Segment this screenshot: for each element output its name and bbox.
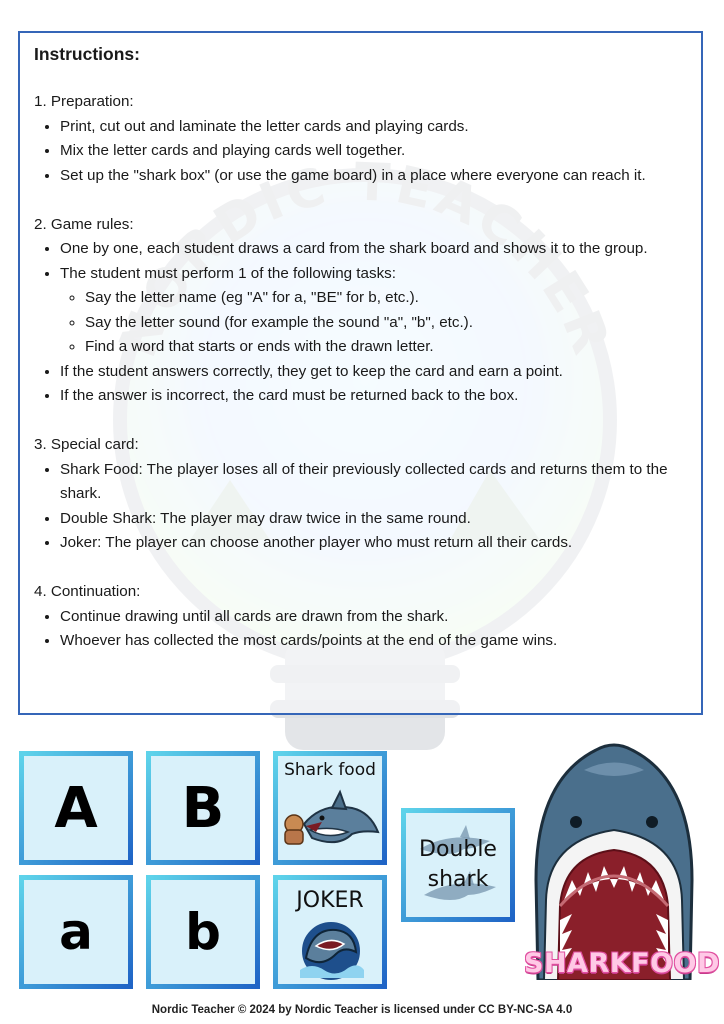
shark-food-card xyxy=(273,751,387,865)
list-item: • Joker: The player can choose another player who must return all their cards. xyxy=(60,531,687,556)
double-shark-card xyxy=(401,808,515,922)
letter-card-lower-b xyxy=(146,875,260,989)
shark-wave-icon xyxy=(292,918,370,984)
sub-list-item: ◦ Say the letter name (eg "A" for a, "BE" for b, etc.). xyxy=(85,286,687,311)
double-shark-label xyxy=(419,835,497,895)
section-heading-game-rules: 2. Game rules: xyxy=(34,215,134,233)
list-item: • Print, cut out and laminate the letter cards and playing cards. xyxy=(60,115,687,140)
card-letter: B xyxy=(181,775,225,841)
list-item: • One by one, each student draws a card from the shark board and shows it to the group. xyxy=(60,237,687,262)
letter-card-upper-a xyxy=(19,751,133,865)
card-label: Shark food xyxy=(284,760,376,780)
letter-card-lower-a xyxy=(19,875,133,989)
special-card-list xyxy=(34,458,687,556)
list-item: • Whoever has collected the most cards/points at the end of the game wins. xyxy=(60,629,687,654)
card-letter: A xyxy=(54,775,98,841)
list-item xyxy=(60,262,687,360)
list-item: • If the answer is incorrect, the card must be returned back to the box. xyxy=(60,384,687,409)
game-rules-list xyxy=(34,237,687,409)
shark-box-illustration xyxy=(524,730,720,980)
continuation-list xyxy=(34,605,687,654)
list-item: • Shark Food: The player loses all of their previously collected cards and returns them to the shark. xyxy=(60,458,687,507)
preparation-list xyxy=(34,115,687,189)
sub-list-item: ◦ Find a word that starts or ends with the drawn letter. xyxy=(85,335,687,360)
section-heading-continuation: 4. Continuation: xyxy=(34,583,141,600)
card-letter: a xyxy=(59,903,93,961)
list-item: • Double Shark: The player may draw twice in the same round. xyxy=(60,507,687,532)
card-letter: b xyxy=(185,903,221,961)
section-heading-special-card: 3. Special card: xyxy=(34,436,139,453)
list-item: • Mix the letter cards and playing cards well together. xyxy=(60,139,687,164)
sub-list-item: ◦ Say the letter sound (for example the sound "a", "b", etc.). xyxy=(85,311,687,336)
joker-card xyxy=(273,875,387,989)
instructions-title: Instructions: xyxy=(34,44,140,64)
card-label: JOKER xyxy=(296,888,364,913)
letter-card-upper-b xyxy=(146,751,260,865)
shark-eating-icon xyxy=(282,786,380,858)
double-label-line2: shark xyxy=(427,867,489,892)
task-sublist xyxy=(60,286,687,360)
license-footer: Nordic Teacher © 2024 by Nordic Teacher is licensed under CC BY-NC-SA 4.0 xyxy=(151,1004,573,1016)
list-item: • If the student answers correctly, they get to keep the card and earn a point. xyxy=(60,360,687,385)
section-heading-preparation: 1. Preparation: xyxy=(34,93,134,110)
shark-box-label: SHARKFOOD xyxy=(524,948,720,979)
list-item: • Continue drawing until all cards are drawn from the shark. xyxy=(60,605,687,630)
list-item-text: The student must perform 1 of the following tasks: xyxy=(60,264,396,282)
list-item: • Set up the "shark box" (or use the game board) in a place where everyone can reach it. xyxy=(60,164,687,189)
instructions-panel xyxy=(18,31,703,715)
double-label-line1: Double xyxy=(419,837,497,862)
